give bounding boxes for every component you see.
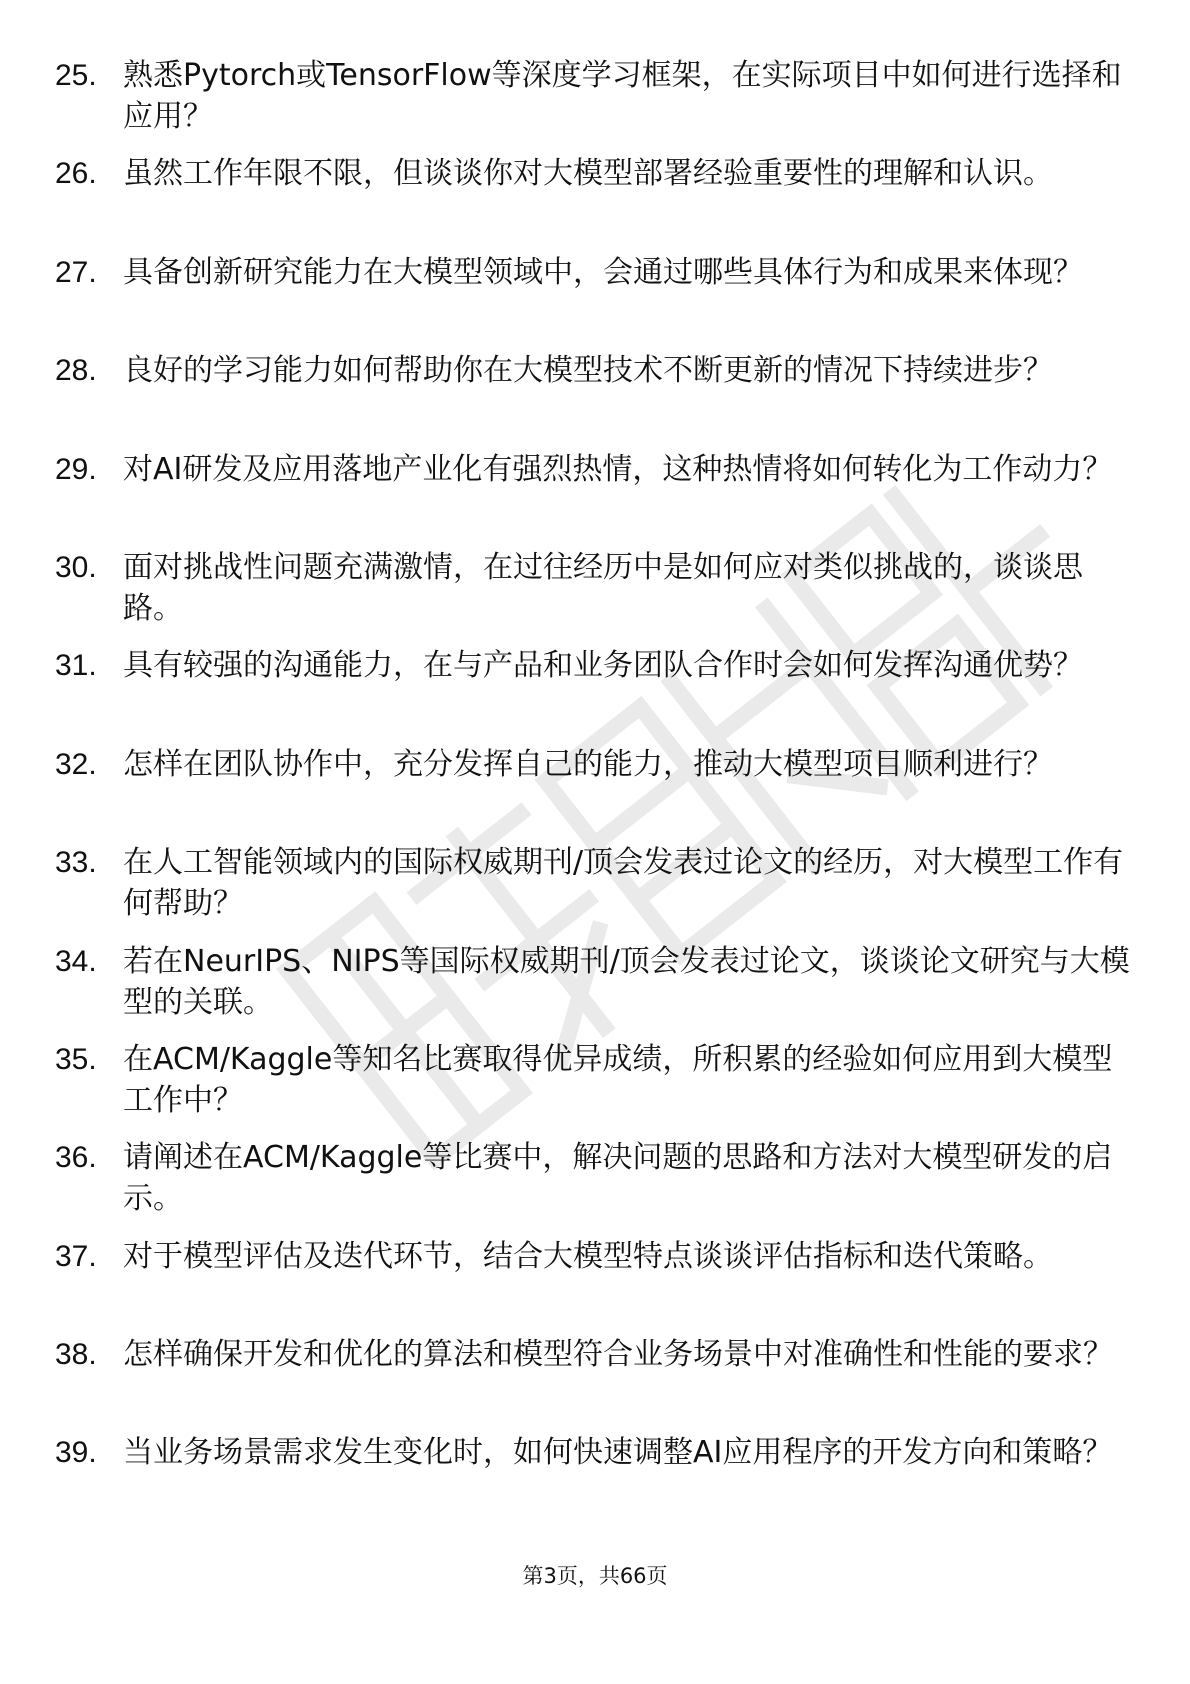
question-text: 良好的学习能力如何帮助你在大模型技术不断更新的情况下持续进步？ <box>123 353 1053 389</box>
question-text: 对于模型评估及迭代环节，结合大模型特点谈谈评估指标和迭代策略。 <box>123 1238 1053 1274</box>
question-number: 31. <box>55 649 97 683</box>
list-item <box>55 1334 1135 1432</box>
question-number: 32. <box>55 747 97 781</box>
list-item <box>55 153 1135 251</box>
list-item <box>55 645 1135 743</box>
question-number: 33. <box>55 846 97 880</box>
question-text: 具备创新研究能力在大模型领域中，会通过哪些具体行为和成果来体现？ <box>123 254 1083 290</box>
question-number: 25. <box>55 59 97 92</box>
question-list <box>55 55 1135 1531</box>
list-item <box>55 252 1135 350</box>
question-number: 27. <box>55 255 97 289</box>
question-number: 38. <box>55 1338 97 1372</box>
question-text: 熟悉Pytorch或TensorFlow等深度学习框架，在实际项目中如何进行选择和应用？ <box>123 58 1122 134</box>
list-item <box>55 449 1135 547</box>
list-item <box>55 1039 1135 1137</box>
question-number: 29. <box>55 452 97 486</box>
question-number: 30. <box>55 550 97 584</box>
question-text: 怎样在团队协作中，充分发挥自己的能力，推动大模型项目顺利进行？ <box>123 746 1053 782</box>
question-text: 在人工智能领域内的国际权威期刊/顶会发表过论文的经历，对大模型工作有何帮助？ <box>123 845 1124 922</box>
question-number: 28. <box>55 354 97 388</box>
list-item <box>55 1432 1135 1530</box>
question-text: 面对挑战性问题充满激情，在过往经历中是如何应对类似挑战的，谈谈思路。 <box>123 549 1083 626</box>
question-number: 35. <box>55 1042 97 1076</box>
question-text: 虽然工作年限不限，但谈谈你对大模型部署经验重要性的理解和认识。 <box>123 156 1053 192</box>
question-number: 39. <box>55 1436 97 1470</box>
question-number: 36. <box>55 1141 97 1175</box>
list-item <box>55 842 1135 940</box>
question-number: 34. <box>55 944 97 978</box>
question-number: 26. <box>55 157 97 191</box>
question-text: 具有较强的沟通能力，在与产品和业务团队合作时会如何发挥沟通优势？ <box>123 648 1083 684</box>
list-item <box>55 941 1135 1039</box>
page-number-label: 第3页，共66页 <box>522 1564 668 1588</box>
list-item <box>55 744 1135 842</box>
page-footer <box>0 1562 1190 1590</box>
list-item <box>55 1236 1135 1334</box>
question-text: 对AI研发及应用落地产业化有强烈热情，这种热情将如何转化为工作动力？ <box>123 451 1113 487</box>
list-item <box>55 350 1135 448</box>
question-text: 怎样确保开发和优化的算法和模型符合业务场景中对准确性和性能的要求？ <box>123 1337 1113 1373</box>
list-item <box>55 1137 1135 1235</box>
list-item <box>55 55 1135 153</box>
question-text: 当业务场景需求发生变化时，如何快速调整AI应用程序的开发方向和策略？ <box>123 1435 1113 1471</box>
question-text: 在ACM/Kaggle等知名比赛取得优异成绩，所积累的经验如何应用到大模型工作中？ <box>123 1041 1113 1118</box>
list-item <box>55 547 1135 645</box>
question-text: 若在NeurIPS、NIPS等国际权威期刊/顶会发表过论文，谈谈论文研究与大模型的关联。 <box>123 943 1130 1020</box>
question-number: 37. <box>55 1239 97 1273</box>
question-text: 请阐述在ACM/Kaggle等比赛中，解决问题的思路和方法对大模型研发的启示。 <box>123 1140 1113 1217</box>
